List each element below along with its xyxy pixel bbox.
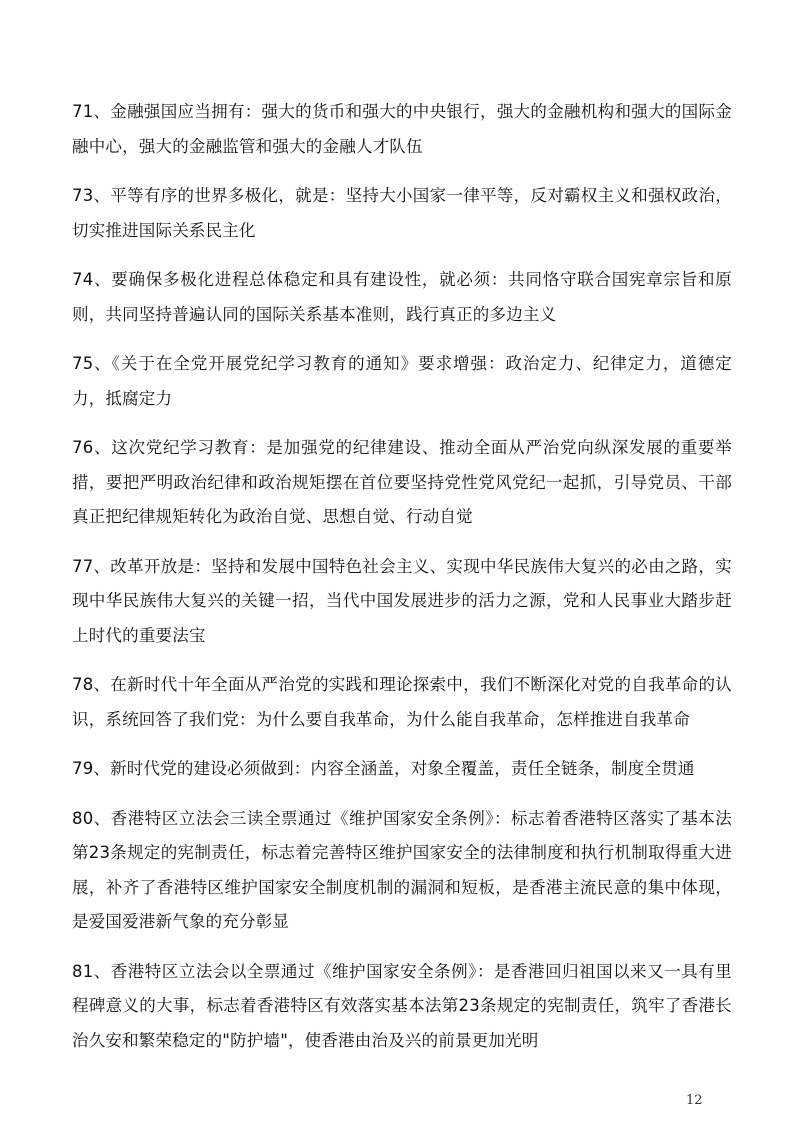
list-item: 81、香港特区立法会以全票通过《维护国家安全条例》：是香港回归祖国以来又一具有里程碑意义的大事，标志着香港特区有效落实基本法第23条规定的宪制责任，筑牢了香港长治久安和繁荣稳定的"防护墙"，使香港由治及兴的前景更加光明 <box>72 961 732 1050</box>
list-item: 74、要确保多极化进程总体稳定和具有建设性，就必须：共同恪守联合国宪章宗旨和原则，共同坚持普遍认同的国际关系基本准则，践行真正的多边主义 <box>72 270 732 324</box>
list-item: 73、平等有序的世界多极化，就是：坚持大小国家一律平等，反对霸权主义和强权政治，切实推进国际关系民主化 <box>72 186 732 240</box>
list-item: 77、改革开放是：坚持和发展中国特色社会主义、实现中华民族伟大复兴的必由之路，实现中华民族伟大复兴的关键一招，当代中国发展进步的活力之源，党和人民事业大踏步赶上时代的重要法宝 <box>72 556 732 645</box>
document-body <box>72 95 732 1073</box>
list-item: 80、香港特区立法会三读全票通过《维护国家安全条例》：标志着香港特区落实了基本法第23条规定的宪制责任，标志着完善特区维护国家安全的法律制度和执行机制取得重大进展，补齐了香港特区维护国家安全制度机制的漏洞和短板，是香港主流民意的集中体现，是爱国爱港新气象的充分彰显 <box>72 808 732 931</box>
list-item: 75、《关于在全党开展党纪学习教育的通知》要求增强：政治定力、纪律定力，道德定力，抵腐定力 <box>72 354 732 408</box>
list-item: 71、金融强国应当拥有：强大的货币和强大的中央银行，强大的金融机构和强大的国际金融中心，强大的金融监管和强大的金融人才队伍 <box>72 102 732 156</box>
list-item: 79、新时代党的建设必须做到：内容全涵盖，对象全覆盖，责任全链条，制度全贯通 <box>72 759 695 778</box>
list-item: 76、这次党纪学习教育：是加强党的纪律建设、推动全面从严治党向纵深发展的重要举措，要把严明政治纪律和政治规矩摆在首位要坚持党性党风党纪一起抓，引导党员、干部真正把纪律规矩转化为政治自觉、思想自觉、行动自觉 <box>72 438 732 526</box>
page-number: 12 <box>686 1093 703 1108</box>
list-item: 78、在新时代十年全面从严治党的实践和理论探索中，我们不断深化对党的自我革命的认识，系统回答了我们党：为什么要自我革命，为什么能自我革命，怎样推进自我革命 <box>72 675 732 729</box>
